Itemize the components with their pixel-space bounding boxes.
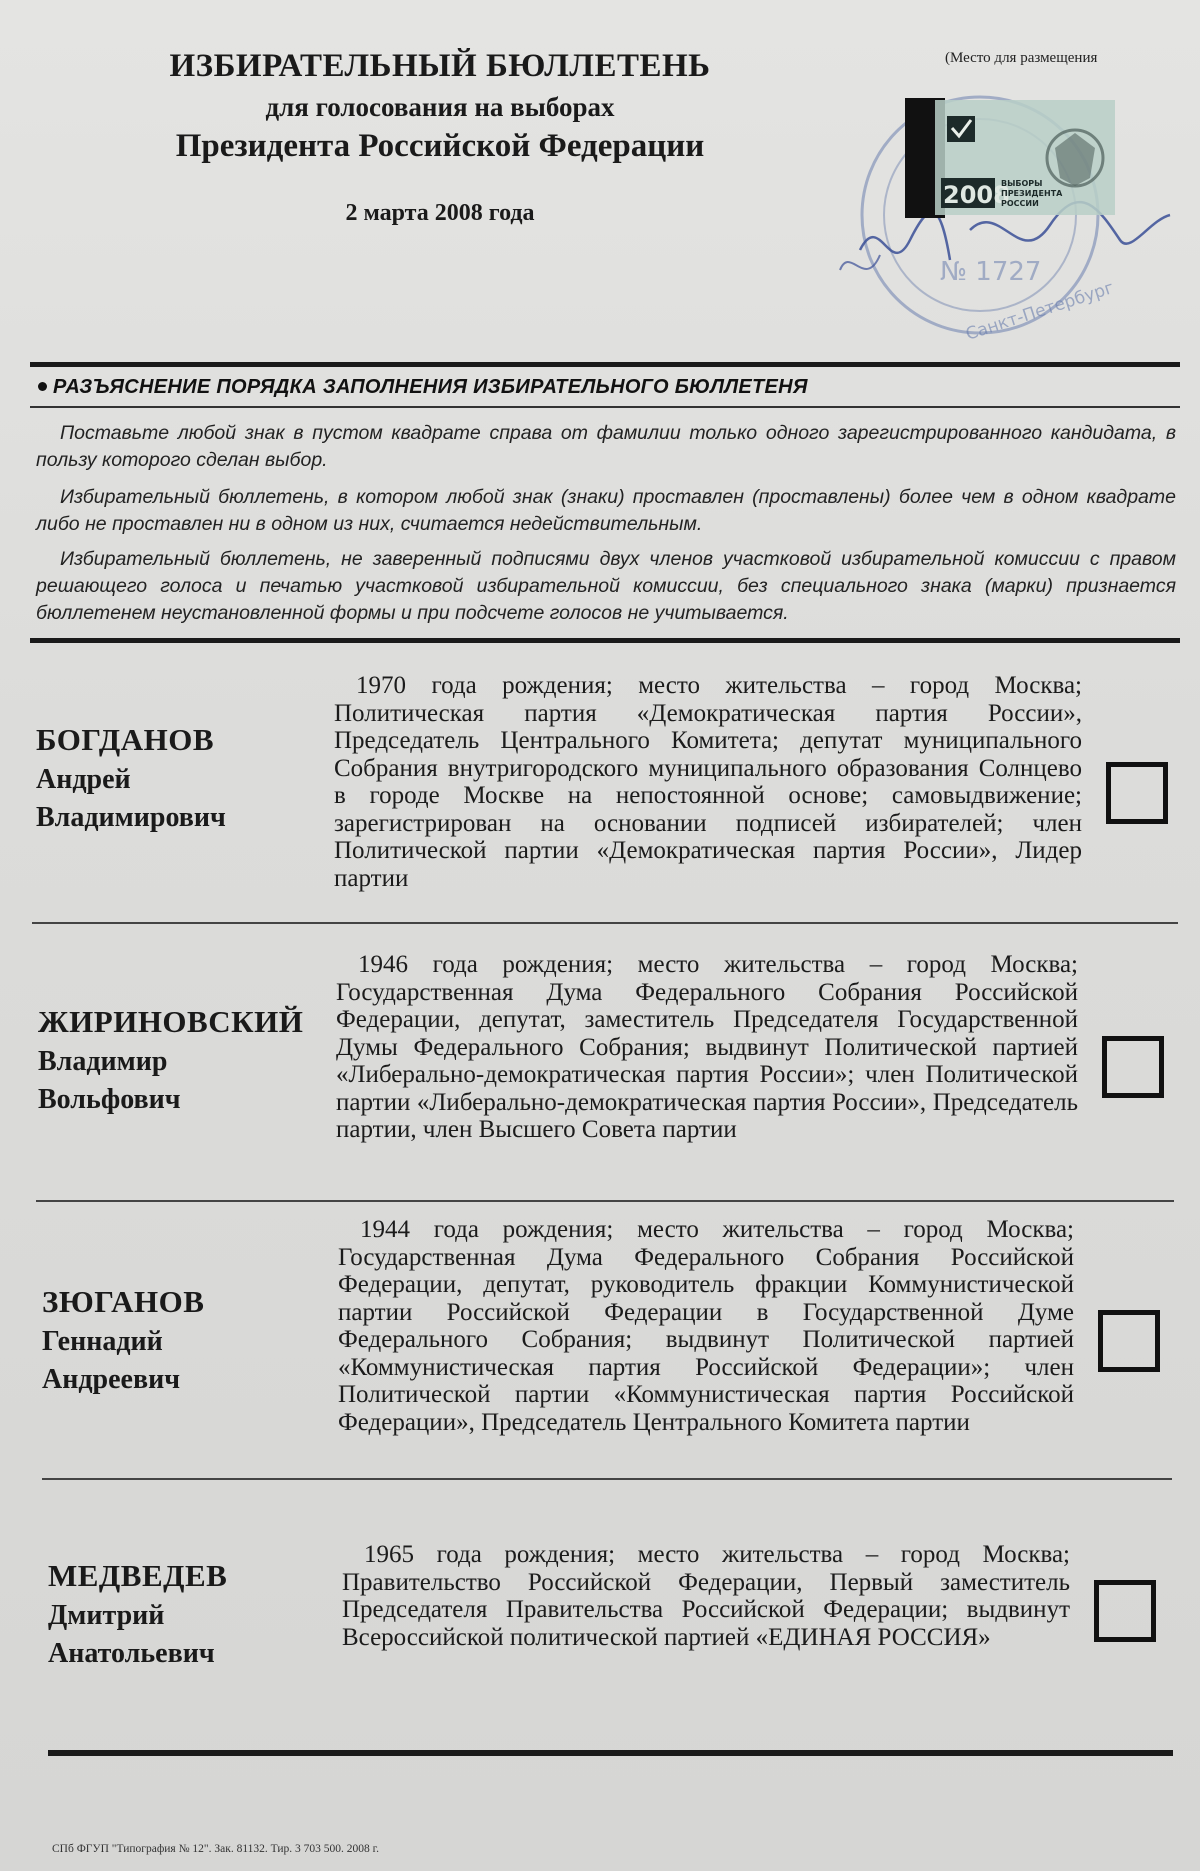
candidate-bio: 1944 года рождения; место жительства – город Москва; Государственная Дума Федерального Собрания Российской Федерации, депутат, руководитель фракции Коммунистической партии Российской Федерации в Государственной Думе Федерального Собрания; выдвинут Политической партией «Коммунистическая партия Российской Федерации»; член Политической партии «Коммунистическая партия Российской Федерации», Председатель Центрального Комитета партии xyxy=(338,1216,1074,1436)
instructions-heading-text: РАЗЪЯСНЕНИЕ ПОРЯДКА ЗАПОЛНЕНИЯ ИЗБИРАТЕЛЬНОГО БЮЛЛЕТЕНЯ xyxy=(53,376,808,398)
candidate-first-name: Андрей xyxy=(36,764,131,795)
candidate-bio: 1965 года рождения; место жительства – город Москва; Правительство Российской Федерации, Первый заместитель Председателя Правительства Российской Федерации; выдвинут Всероссийской политической партией «ЕДИНАЯ РОССИЯ» xyxy=(342,1541,1070,1651)
candidate-surname: ЖИРИНОВСКИЙ xyxy=(38,1004,304,1039)
bullet-icon xyxy=(38,382,47,391)
election-mark-icon xyxy=(905,68,1135,218)
candidate-name xyxy=(48,1558,227,1670)
ballot-subtitle: для голосования на выборах xyxy=(265,92,615,122)
instruction-paragraph: Избирательный бюллетень, в котором любой знак (знаки) проставлен (проставлены) более чем в одном квадрате либо не проставлен ни в одном из них, считается недействительным. xyxy=(36,486,1176,535)
candidate-separator xyxy=(42,1478,1172,1480)
candidate-surname: ЗЮГАНОВ xyxy=(42,1284,205,1319)
instruction-paragraph: Избирательный бюллетень, не заверенный подписями двух членов участковой избирательной комиссии с правом решающего голоса и печатью участковой избирательной комиссии, без специального знака (марки) признается бюллетенем неустановленной формы и при подсчете голосов не учитывается. xyxy=(36,548,1176,624)
mark-caption-2: ПРЕЗИДЕНТА xyxy=(1001,189,1063,198)
ballot-title: ИЗБИРАТЕЛЬНЫЙ БЮЛЛЕТЕНЬ xyxy=(169,48,711,84)
seal-city: Санкт-Петербург xyxy=(963,278,1117,345)
vote-checkbox-zhirinovsky[interactable] xyxy=(1102,1036,1164,1098)
mark-caption-1: ВЫБОРЫ xyxy=(1001,179,1043,188)
candidate-surname: БОГДАНОВ xyxy=(36,722,215,757)
candidate-patronymic: Вольфович xyxy=(38,1084,181,1115)
candidate-name xyxy=(42,1284,204,1396)
top-rule xyxy=(30,362,1180,367)
candidate-first-name: Владимир xyxy=(38,1046,168,1077)
vote-checkbox-zyuganov[interactable] xyxy=(1098,1310,1160,1372)
instruction-paragraph: Поставьте любой знак в пустом квадрате справа от фамилии только одного зарегистрированного кандидата, в пользу которого сделан выбор. xyxy=(36,422,1176,471)
candidate-surname: МЕДВЕДЕВ xyxy=(48,1558,228,1593)
candidate-name xyxy=(36,722,226,834)
election-name: Президента Российской Федерации xyxy=(175,128,705,164)
bottom-rule xyxy=(48,1750,1173,1756)
heading-rule xyxy=(30,406,1180,408)
stamp-area xyxy=(820,40,1180,370)
election-date: 2 марта 2008 года xyxy=(345,200,535,226)
candidate-separator xyxy=(36,1200,1174,1202)
vote-checkbox-bogdanov[interactable] xyxy=(1106,762,1168,824)
election-mark xyxy=(915,68,1063,209)
candidate-patronymic: Владимирович xyxy=(36,802,226,833)
candidate-first-name: Дмитрий xyxy=(48,1600,165,1631)
candidate-patronymic: Андреевич xyxy=(42,1364,180,1395)
candidate-bio: 1970 года рождения; место жительства – город Москва; Политическая партия «Демократическая партия России», Председатель Центрального Комитета; депутат муниципального Собрания внутригородского муниципального образования Солнцево в городе Москве на непостоянной основе; самовыдвижение; зарегистрирован на основании подписей избирателей; член Политической партии «Демократическая партия России», Лидер партии xyxy=(334,672,1082,892)
candidate-separator xyxy=(32,922,1178,924)
stamp-label: (Место для размещения xyxy=(945,50,1098,66)
candidate-bio: 1946 года рождения; место жительства – город Москва; Государственная Дума Федерального Собрания Российской Федерации, депутат, заместитель Председателя Государственной Думы Федерального Собрания; выдвинут Политической партией «Либерально-демократическая партия России»; член Политической партии «Либерально-демократическая партия России», Председатель партии, член Высшего Совета партии xyxy=(336,951,1078,1143)
mark-year: 2008 xyxy=(943,181,1010,209)
vote-checkbox-medvedev[interactable] xyxy=(1094,1580,1156,1642)
printer-imprint: СПб ФГУП "Типография № 12". Зак. 81132. Тир. 3 703 500. 2008 г. xyxy=(52,1843,379,1855)
mark-caption-3: РОССИИ xyxy=(1001,199,1039,208)
seal-number: № 1727 xyxy=(940,257,1042,287)
candidate-name xyxy=(38,1004,303,1116)
candidate-patronymic: Анатольевич xyxy=(48,1638,215,1669)
instructions-heading xyxy=(38,376,808,399)
candidate-first-name: Геннадий xyxy=(42,1326,163,1357)
instructions-end-rule xyxy=(30,638,1180,643)
